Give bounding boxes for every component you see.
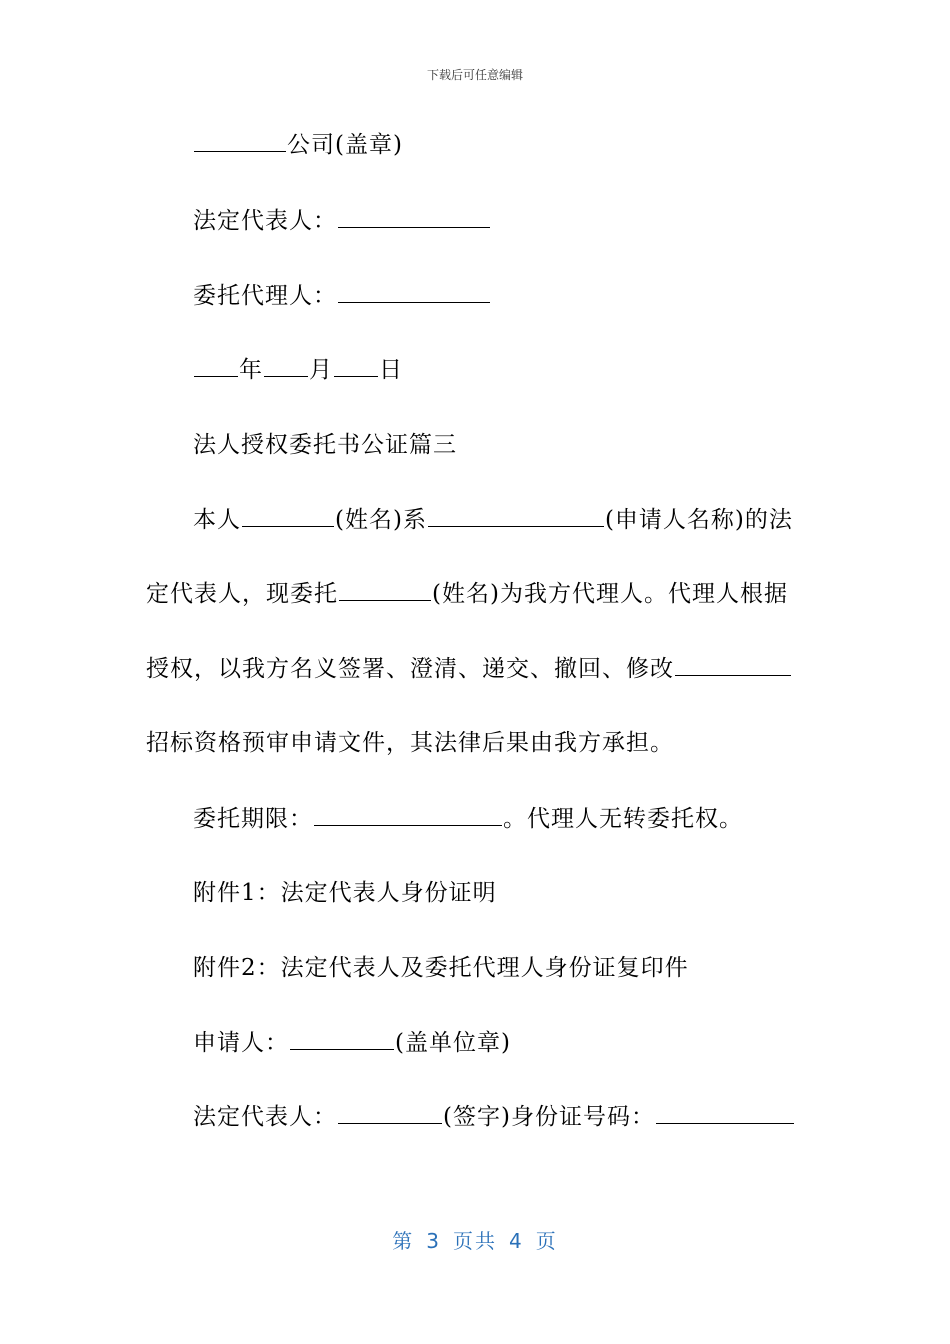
line-text: 日 [379,357,403,383]
blank-field [194,131,286,152]
blank-field [334,356,378,377]
line-text: 年 [239,357,263,383]
paragraph-line [193,505,793,535]
blank-field [338,207,490,228]
company-seal-line [193,130,403,160]
line-text: 月 [309,357,333,383]
blank-field [338,282,490,303]
date-line [193,355,403,385]
line-text: (盖单位章) [395,1030,511,1056]
line-text: (姓名)为我方代理人。代理人根据 [432,581,788,607]
line-text: (签字)身份证号码： [443,1104,655,1130]
attachment-2: 附件2：法定代表人及委托代理人身份证复印件 [193,955,689,981]
footer-text: 页共 [453,1229,497,1253]
blank-field [290,1029,394,1050]
blank-field [338,1103,442,1124]
footer-text: 第 [392,1229,415,1253]
blank-field [675,655,791,676]
line-text: 委托代理人： [193,283,337,309]
signature-line [193,1102,795,1132]
total-page-number: 4 [509,1229,524,1253]
line-text: 。代理人无转委托权。 [503,806,743,832]
line-text: 委托期限： [193,806,313,832]
line-text: (姓名)系 [335,507,427,533]
legal-rep-line [193,206,491,236]
blank-field [428,506,604,527]
line-text: 公司(盖章) [287,132,403,158]
line-text: 本人 [193,507,241,533]
blank-field [242,506,334,527]
blank-field [656,1103,794,1124]
paragraph-line [146,654,792,684]
line-text: (申请人名称)的法 [604,507,793,533]
line-text: 定代表人，现委托 [146,581,338,607]
blank-field [339,580,431,601]
attachment-1: 附件1：法定代表人身份证明 [193,880,497,906]
paragraph-line: 招标资格预审申请文件，其法律后果由我方承担。 [146,730,674,756]
blank-field [194,356,238,377]
current-page-number: 3 [426,1229,441,1253]
line-text: 授权，以我方名义签署、澄清、递交、撤回、修改 [146,656,674,682]
page-header: 下载后可任意编辑 [426,68,523,82]
applicant-line [193,1028,511,1058]
agent-line [193,281,491,311]
blank-field [264,356,308,377]
line-text: 申请人： [193,1030,289,1056]
section-title: 法人授权委托书公证篇三 [193,432,457,458]
line-text: 法定代表人： [193,208,337,234]
paragraph-line [146,579,788,609]
footer-text: 页 [535,1229,558,1253]
page-footer [0,1225,950,1254]
blank-field [314,805,502,826]
term-line [193,804,743,834]
line-text: 法定代表人： [193,1104,337,1130]
